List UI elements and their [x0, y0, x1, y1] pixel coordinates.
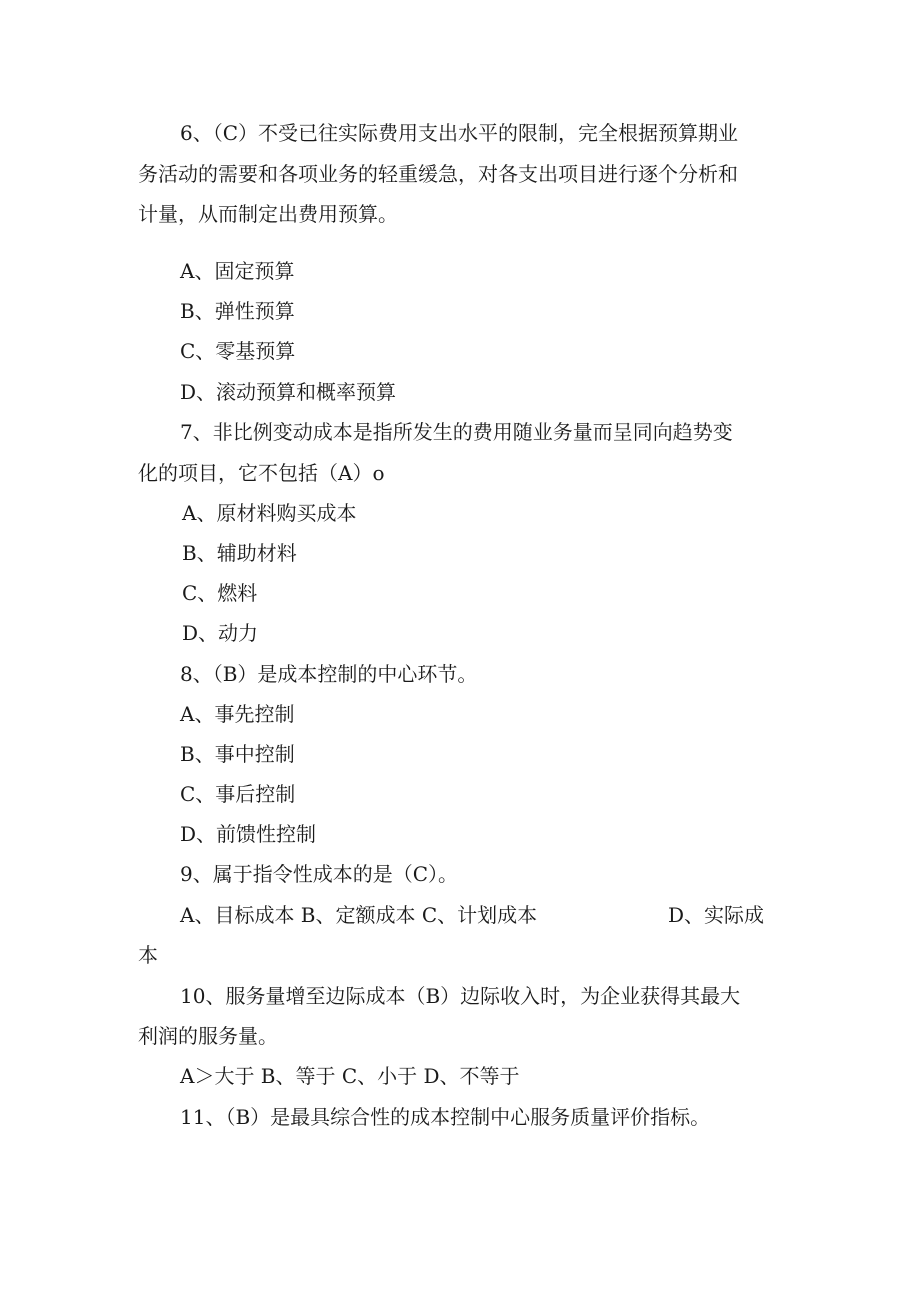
- option-9d: D、实际成: [668, 903, 765, 927]
- options-10: A＞大于 B、等于 C、小于 D、不等于: [180, 1064, 520, 1088]
- question-7-line-2: 化的项目，它不包括（A）o: [138, 461, 385, 485]
- question-11: 11、（B）是最具综合性的成本控制中心服务质量评价指标。: [180, 1105, 711, 1129]
- option-8d: D、前馈性控制: [180, 822, 317, 846]
- question-6-line-3: 计量，从而制定出费用预算。: [138, 202, 398, 226]
- question-10-line-2: 利润的服务量。: [138, 1024, 278, 1048]
- question-8: 8、（B）是成本控制的中心环节。: [180, 662, 478, 686]
- option-6c: C、零基预算: [180, 339, 296, 363]
- question-6-line-2: 务活动的需要和各项业务的轻重缓急，对各支出项目进行逐个分析和: [138, 162, 738, 186]
- option-9d-wrap: 本: [138, 943, 158, 967]
- option-6a: A、固定预算: [180, 259, 295, 283]
- option-6b: B、弹性预算: [180, 299, 295, 323]
- question-9: 9、属于指令性成本的是（C）。: [180, 862, 459, 886]
- option-7b: B、辅助材料: [182, 541, 297, 565]
- option-8a: A、事先控制: [180, 702, 295, 726]
- option-8b: B、事中控制: [180, 742, 295, 766]
- option-7c: C、燃料: [182, 581, 258, 605]
- option-7a: A、原材料购买成本: [182, 501, 357, 525]
- option-7d: D、动力: [182, 621, 259, 645]
- options-9-abc: A、目标成本 B、定额成本 C、计划成本: [180, 903, 538, 927]
- question-7-line-1: 7、非比例变动成本是指所发生的费用随业务量而呈同向趋势变: [180, 420, 733, 444]
- option-6d: D、滚动预算和概率预算: [180, 380, 397, 404]
- question-6-line-1: 6、（C）不受已往实际费用支出水平的限制，完全根据预算期业: [180, 121, 739, 145]
- question-10-line-1: 10、服务量增至边际成本（B）边际收入时，为企业获得其最大: [180, 984, 741, 1008]
- option-8c: C、事后控制: [180, 782, 296, 806]
